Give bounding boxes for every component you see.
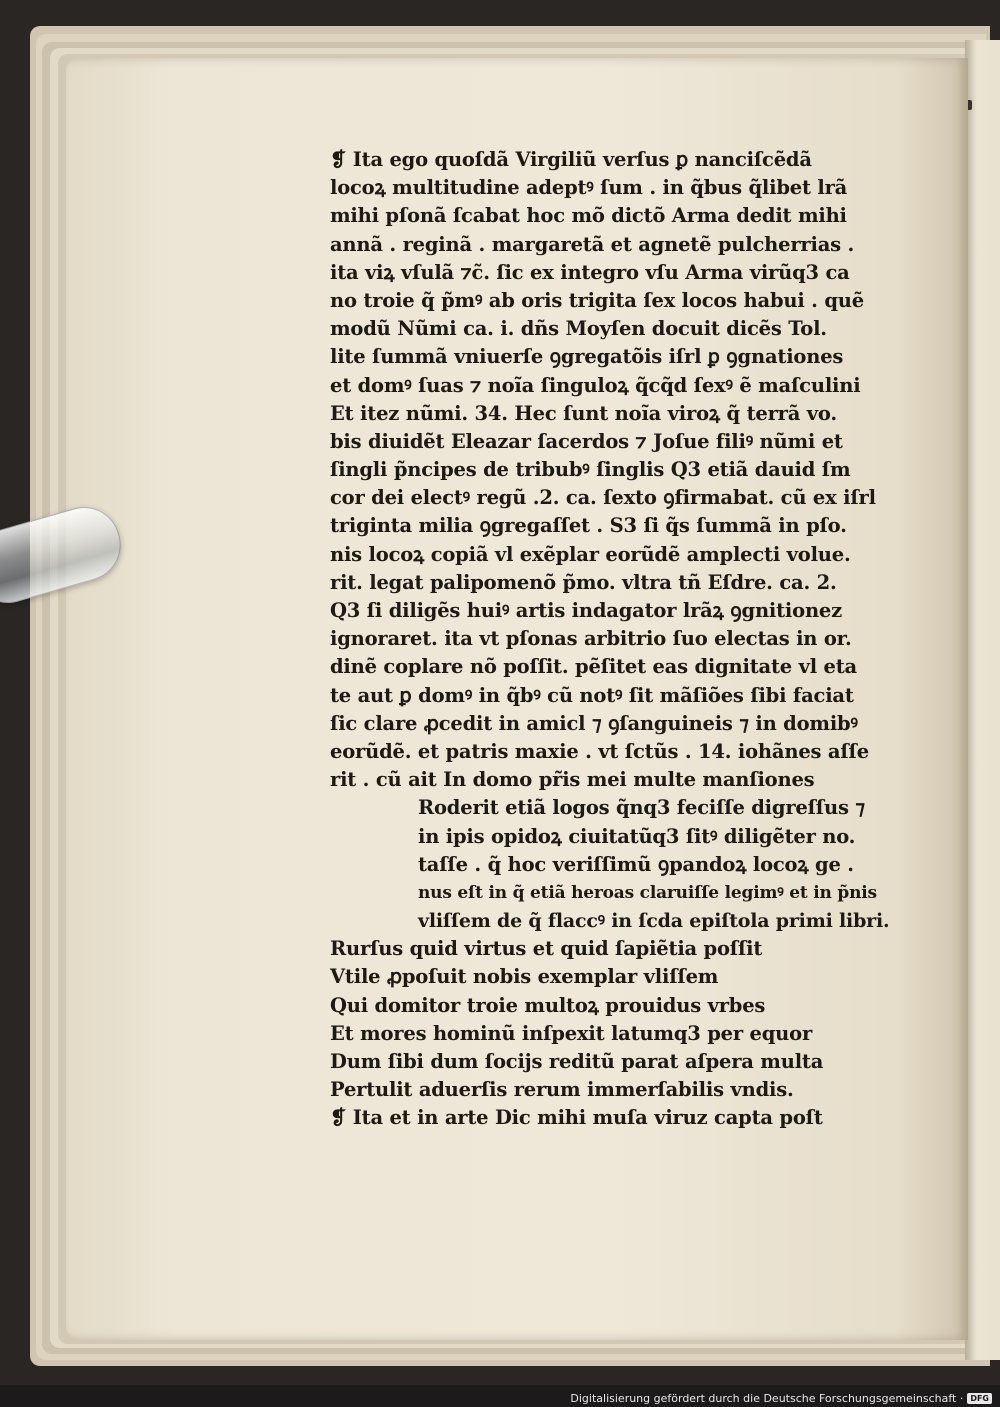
text-line: Vtile ꝓpoſuit nobis exemplar vliſſem xyxy=(330,965,719,989)
text-line: Qui domitor troie multoꝝ prouidus vrbes xyxy=(330,993,766,1017)
text-line: eorũdẽ. et patris maxie . vt ſctũs . 14. iohãnes aſſe xyxy=(330,739,869,763)
text-line: ſic clare ꝓcedit in amicl ⁊ ꝯſanguineis ⁊ in domibꝰ xyxy=(330,711,858,735)
text-line: dinẽ coplare nõ poſſit. pẽſitet eas dignitate vl eta xyxy=(330,655,857,679)
text-line: cor dei electꝰ regũ .2. ca. ſexto ꝯfirmabat. cũ ex iſrl xyxy=(330,486,876,510)
text-line: taſſe . q̃ hoc veriſſimũ ꝯpandoꝝ locoꝝ ge . xyxy=(418,852,854,876)
credit-text: Digitalisierung gefördert durch die Deutsche Forschungsgemeinschaft · xyxy=(570,1392,964,1405)
text-line: Pertulit aduerſis rerum immerſabilis vndis. xyxy=(330,1078,794,1102)
text-line: ❡ Ita et in arte Dic mihi muſa viruz capta poſt xyxy=(330,1106,823,1130)
text-line: rit. legat palipomenõ p̃mo. vltra tñ Eſdre. ca. 2. xyxy=(330,570,837,594)
text-line: annã . reginã . margaretã et agnetẽ pulcherrias . xyxy=(330,232,855,256)
facing-page xyxy=(965,40,1000,1360)
text-line: Roderit etiã logos q̃nq3 feciſſe digreſſus ⁊ xyxy=(418,796,865,820)
text-line: ❡ Ita ego quoſdã Virgiliũ verſus ꝑ nanciſcẽdã xyxy=(330,148,812,171)
text-line: Q3 ſi diligẽs huiꝰ artis indagator lrãꝝ ꝯgnitionez xyxy=(330,599,843,622)
text-line: in ipis opidoꝝ ciuitatũq3 ſitꝰ diligẽter no. xyxy=(418,824,856,848)
text-line: no troie q̃ p̃mꝰ ab oris trigita ſex locos habui . quẽ xyxy=(330,288,864,312)
print-text-block xyxy=(330,146,890,1133)
text-line: Rurſus quid virtus et quid ſapiẽtia poſſit xyxy=(330,937,763,961)
text-line: modũ Nũmi ca. i. dñs Moyſen docuit dicẽs Tol. xyxy=(330,317,827,341)
text-line: bis diuidẽt Eleazar ſacerdos ⁊ Joſue filiꝰ nũmi et xyxy=(330,429,843,453)
text-line: nis locoꝝ copiã vl exẽplar eorũdẽ amplecti volue. xyxy=(330,542,851,566)
text-line: locoꝝ multitudine adeptꝰ ſum . in q̃bus q̃libet lrã xyxy=(330,176,848,200)
text-line: et domꝰ ſuas ⁊ noĩa ſinguloꝝ q̃cq̃d ſexꝰ ẽ maſculini xyxy=(330,373,861,397)
text-line: Dum ſibi dum ſocijs reditũ parat aſpera multa xyxy=(330,1050,824,1073)
text-line: te aut ꝑ domꝰ in q̃bꝰ cũ notꝰ ſit mãſiões ſibi faciat xyxy=(330,683,854,707)
text-line: nus eſt in q̃ etiã heroas claruiſſe legimꝰ et in p̃nis xyxy=(418,882,877,903)
text-line: triginta milia ꝯgregaſſet . S3 ſi q̃s ſummã in pſo. xyxy=(330,514,847,538)
dfg-logo: DFG xyxy=(967,1393,992,1404)
text-line: lite ſummã vniuerſe ꝯgregatõis iſrl ꝑ ꝯgnationes xyxy=(330,345,844,369)
digitization-credit xyxy=(570,1392,992,1405)
text-line: vliſſem de q̃ flaccꝰ in ſcda epiſtola primi libri. xyxy=(418,910,890,933)
text-line: mihi pſonã ſcabat hoc mõ dictõ Arma dedit mihi xyxy=(330,204,847,228)
text-line: rit . cũ ait In domo pr̃is mei multe manſiones xyxy=(330,768,815,792)
text-line: Et itez nũmi. 34. Hec ſunt noĩa viroꝝ q̃ terrã vo. xyxy=(330,401,837,425)
text-line: ignoraret. ita vt pſonas arbitrio ſuo electas in or. xyxy=(330,627,852,651)
text-line: ita viꝝ vſulã ⁊c̃. ſic ex integro vſu Arma virũq3 ca xyxy=(330,260,850,284)
text-line: ſingli p̃ncipes de tribubꝰ ſinglis Q3 etiã dauid ſm xyxy=(330,458,851,482)
text-line: Et mores hominũ inſpexit latumq3 per equor xyxy=(330,1021,813,1045)
